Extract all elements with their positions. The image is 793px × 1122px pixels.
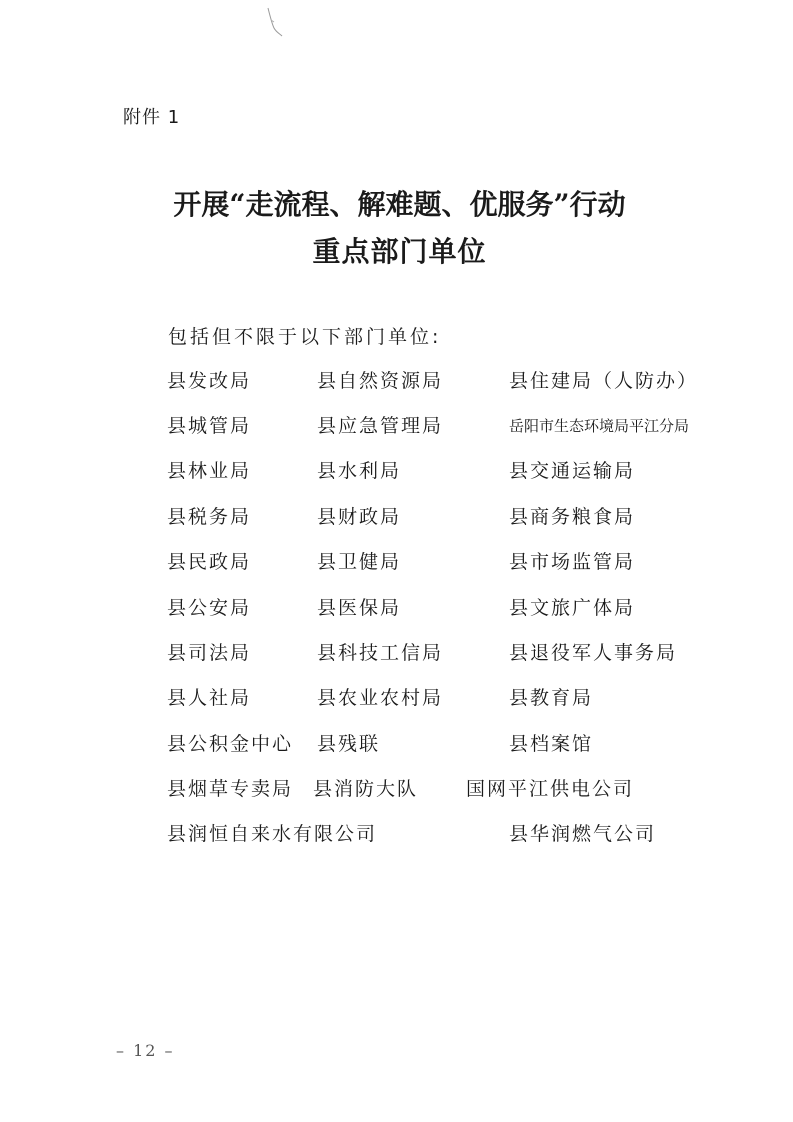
department-name: 县水利局 [317, 460, 402, 482]
department-row [0, 366, 793, 396]
document-title-line-2: 重点部门单位 [312, 235, 487, 268]
department-row [0, 683, 793, 713]
department-name: 县华润燃气公司 [509, 823, 657, 845]
department-name: 县市场监管局 [509, 551, 636, 573]
department-name: 县退役军人事务局 [509, 642, 678, 664]
department-name: 岳阳市生态环境局平江分局 [509, 417, 690, 435]
scan-mark-icon [262, 6, 286, 40]
department-name: 县司法局 [167, 642, 252, 664]
department-name: 国网平江供电公司 [466, 778, 635, 800]
department-row [0, 638, 793, 668]
department-name: 县公安局 [167, 597, 252, 619]
department-name: 县民政局 [167, 551, 252, 573]
department-name: 县公积金中心 [167, 733, 294, 755]
department-row [0, 729, 793, 759]
department-name: 县林业局 [167, 460, 252, 482]
department-row [0, 774, 793, 804]
department-row [0, 502, 793, 532]
department-row [0, 819, 793, 849]
department-row [0, 547, 793, 577]
department-row [0, 456, 793, 486]
page-number: – 12 – [116, 1041, 175, 1060]
department-name: 县财政局 [317, 506, 402, 528]
department-name: 县商务粮食局 [509, 506, 636, 528]
department-name: 县自然资源局 [317, 370, 444, 392]
department-name: 县税务局 [167, 506, 252, 528]
department-name: 县消防大队 [313, 778, 419, 800]
department-name: 县人社局 [167, 687, 252, 709]
department-name: 县医保局 [317, 597, 402, 619]
department-name: 县烟草专卖局 [167, 778, 294, 800]
department-name: 县科技工信局 [317, 642, 444, 664]
department-name: 县卫健局 [317, 551, 402, 573]
department-name: 县档案馆 [509, 733, 594, 755]
document-title-line-1: 开展“走流程、解难题、优服务”行动 [173, 188, 626, 221]
department-name: 县城管局 [167, 415, 252, 437]
department-name: 县发改局 [167, 370, 252, 392]
department-name: 县农业农村局 [317, 687, 444, 709]
department-name: 县住建局（人防办） [509, 370, 699, 392]
department-name: 县应急管理局 [317, 415, 444, 437]
department-row [0, 593, 793, 623]
department-name: 县教育局 [509, 687, 594, 709]
department-name: 县残联 [317, 733, 381, 755]
department-row [0, 411, 793, 441]
intro-text: 包括但不限于以下部门单位: [168, 326, 442, 348]
department-name: 县文旅广体局 [509, 597, 636, 619]
department-name: 县润恒自来水有限公司 [167, 823, 378, 845]
attachment-label: 附件 1 [123, 107, 181, 128]
department-name: 县交通运输局 [509, 460, 636, 482]
